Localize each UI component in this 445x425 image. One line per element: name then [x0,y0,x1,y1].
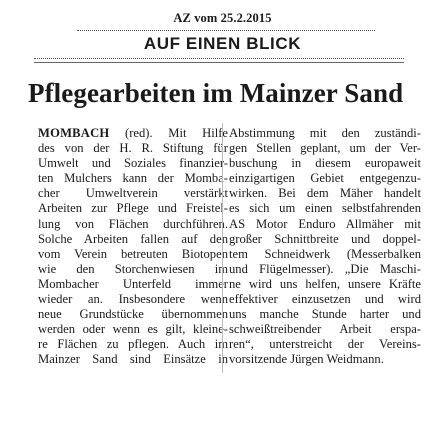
article-line: Abstimmung mit den zuständi- [229,126,421,140]
dateline: MOMBACH [38,126,110,140]
article-line: cher Umweltverein verstärkt [38,186,228,201]
article-line: wieder an. Insbesondere wenn [38,292,228,307]
article-line: ne wird uns helfen, unsere Kräfte [229,276,421,291]
article-line: es sich um einen selbstfahrenden [229,201,421,216]
article-line: vom Verein betreuten Biotopen [38,246,228,261]
article-line: tem Schneidwerk (Messerbalken [229,246,421,261]
article-first-line [38,126,228,141]
article-line: Umwelt und Soziales finanzier- [38,156,228,171]
column-divider [222,123,223,373]
article-line: großer Schnittbreite und doppel- [229,231,421,246]
article-line: AS Motor Enduro Allmäher mit [229,216,421,231]
article-line: werden oder wenn es gilt, kleine- [38,322,228,337]
article-column-right [229,126,421,368]
article-line: einzigartigen Gebiet entgegenzu- [229,171,421,186]
article-line: des von der H. R. Stiftung für [38,141,228,156]
article-line: buschung in diesem europaweit [229,156,421,171]
article-line: gen Stellen geplant, um der Ver- [229,141,421,156]
article-line: uns manche Stunde harter und [229,307,421,322]
article-line: lung von Flächen durchführen. [38,216,228,231]
article-column-left [38,126,228,368]
article-line: re Flächen zu pflegen. Auch im [38,337,228,352]
article-line: ren“, unterstreicht der Vereins- [229,337,421,352]
article-line: Mombacher Unterfeld immer [38,276,228,291]
article-line: effektiver einzusetzen und wird [229,292,421,307]
section-title: AUF EINEN BLICK [143,34,302,53]
top-divider [77,30,375,31]
section-solid-rule [34,62,404,63]
article-line: und Flügelmesser). „Die Maschi- [229,261,421,276]
article-headline: Pflegearbeiten im Mainzer Sand [28,78,404,108]
source-date-line: AZ vom 25.2.2015 [173,11,272,25]
section-dotted-rule [34,58,404,59]
article-line: Solche Arbeiten fallen auf den [38,231,228,246]
article-line: Arbeiten zur Pflege und Freistel- [38,201,228,216]
article-line: wirken. Bei dem Mäher handelt [229,186,421,201]
article-line: wie den Storchenwiesen im [38,261,228,276]
article-line: ten Mulchers kann der Momba- [38,171,228,186]
first-line-text: (red). Mit Hilfe [109,126,228,140]
article-line: Mainzer Sand sind Einsätze in [38,352,228,367]
article-line: neue Grundstücke übernommen [38,307,228,322]
article-line: schweißtreibender Arbeit erspa- [229,322,421,337]
article-line: vorsitzende Jürgen Weidmann. [229,352,384,367]
